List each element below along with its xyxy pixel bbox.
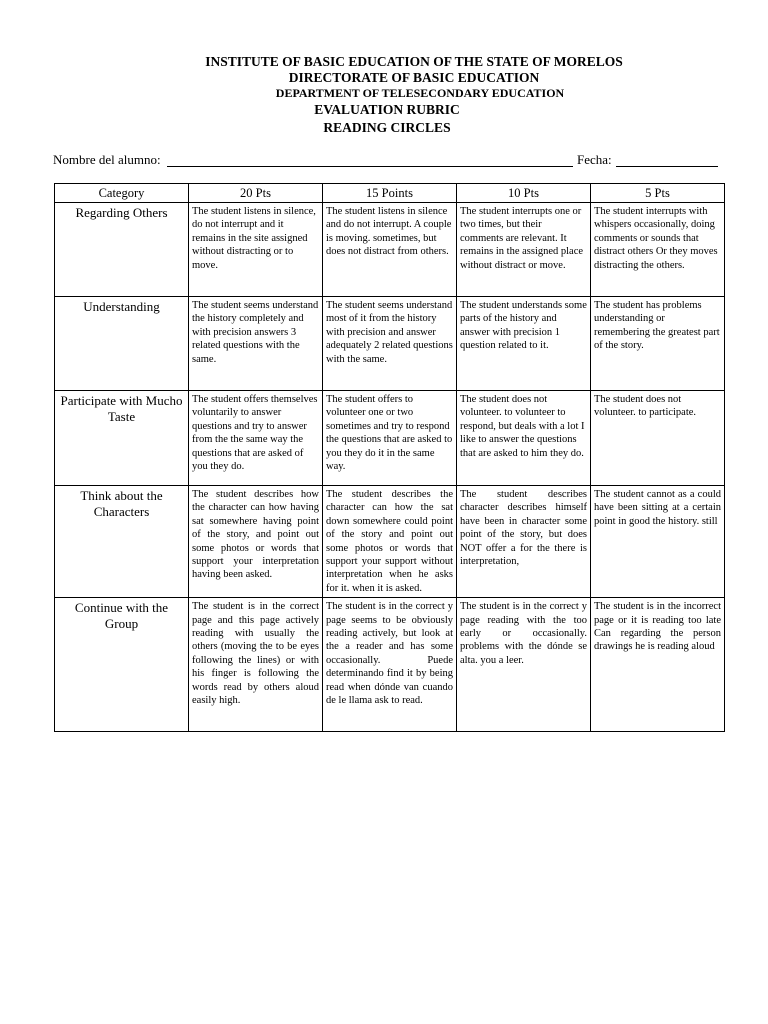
- table-cell: The student offers themselves voluntarily to answer questions and try to answer from the the same way the questions that are asked of you they do.: [189, 391, 323, 486]
- student-name-label: Nombre del alumno:: [53, 152, 161, 167]
- table-cell: The student listens in silence and do not interrupt. A couple is moving. sometimes, but does not distract from others.: [323, 203, 457, 297]
- column-header-10-pts: 10 Pts: [457, 184, 591, 203]
- date-field[interactable]: [616, 166, 718, 167]
- table-cell: The student listens in silence, do not interrupt and it remains in the site assigned without distracting or to move.: [189, 203, 323, 297]
- table-row: [55, 203, 725, 297]
- student-info-line: [53, 152, 718, 170]
- column-header-5-pts: 5 Pts: [591, 184, 725, 203]
- rubric-table: [54, 183, 725, 732]
- table-cell: The student understands some parts of the history and answer with precision 1 question related to it.: [457, 297, 591, 391]
- table-cell: The student offers to volunteer one or two sometimes and try to respond the questions that are asked to you they do it in the same way.: [323, 391, 457, 486]
- table-row: [55, 391, 725, 486]
- table-cell: The student seems understand most of it from the history with precision and answer adequately 2 related questions with the same.: [323, 297, 457, 391]
- column-header-15-points: 15 Points: [323, 184, 457, 203]
- table-cell: The student is in the correct y page seems to be obviously reading actively, but look at the a reader and has some occasionally. Puede determinando find it by being read when dónde van cuando de le llama ask to read.: [323, 598, 457, 732]
- table-cell: The student is in the incorrect page or it is reading too late Can regarding the person drawings he is reading aloud: [591, 598, 725, 732]
- student-name-field[interactable]: [167, 166, 573, 167]
- category-understanding: Understanding: [55, 297, 189, 391]
- table-cell: The student is in the correct y page reading with the too early or occasionally. problems with the dónde se alta. you a leer.: [457, 598, 591, 732]
- table-cell: The student interrupts with whispers occasionally, doing comments or sounds that distract others Or they moves distracting the others.: [591, 203, 725, 297]
- table-cell: The student does not volunteer. to volunteer to respond, but deals with a lot I like to answer the questions that are asked to him they do.: [457, 391, 591, 486]
- table-cell: The student cannot as a could have been sitting at a certain point in good the history. still: [591, 486, 725, 598]
- rubric-title: EVALUATION RUBRIC: [314, 102, 460, 117]
- rubric-subtitle: READING CIRCLES: [323, 120, 451, 135]
- institute-title: INSTITUTE OF BASIC EDUCATION OF THE STATE OF MORELOS: [205, 54, 623, 69]
- table-header-row: [55, 184, 725, 203]
- department-title: DEPARTMENT OF TELESECONDARY EDUCATION: [275, 86, 565, 100]
- table-cell: The student is in the correct page and this page actively reading with usually the others (moving the to be eyes following the lines) or with his finger is following the words read by others aloud easily high.: [189, 598, 323, 732]
- column-header-category: Category: [55, 184, 189, 203]
- directorate-title: DIRECTORATE OF BASIC EDUCATION: [288, 70, 540, 85]
- table-cell: The student describes character describes himself have been in character some point of the story, but does NOT offer a for the there is interpretation,: [457, 486, 591, 598]
- table-cell: The student describes the character can how the sat down somewhere could point of the story and point out some photos or words that support your support without interpretation when he asks for it. when it is asked.: [323, 486, 457, 598]
- table-cell: The student has problems understanding or remembering the greatest part of the story.: [591, 297, 725, 391]
- column-header-20-pts: 20 Pts: [189, 184, 323, 203]
- table-cell: The student does not volunteer. to participate.: [591, 391, 725, 486]
- date-label: Fecha:: [577, 152, 612, 167]
- table-row: [55, 486, 725, 598]
- table-cell: The student describes how the character can how having sat somewhere having point of the story, and point out some photos or words that support your interpretation having been asked.: [189, 486, 323, 598]
- table-cell: The student interrupts one or two times, but their comments are relevant. It remains in the assigned place without distract or move.: [457, 203, 591, 297]
- category-regarding-others: Regarding Others: [55, 203, 189, 297]
- table-row: [55, 598, 725, 732]
- category-think-about-characters: Think about the Characters: [55, 486, 189, 598]
- table-cell: The student seems understand the history completely and with precision answers 3 related questions with the same.: [189, 297, 323, 391]
- category-continue-with-group: Continue with the Group: [55, 598, 189, 732]
- category-participate: Participate with Mucho Taste: [55, 391, 189, 486]
- table-row: [55, 297, 725, 391]
